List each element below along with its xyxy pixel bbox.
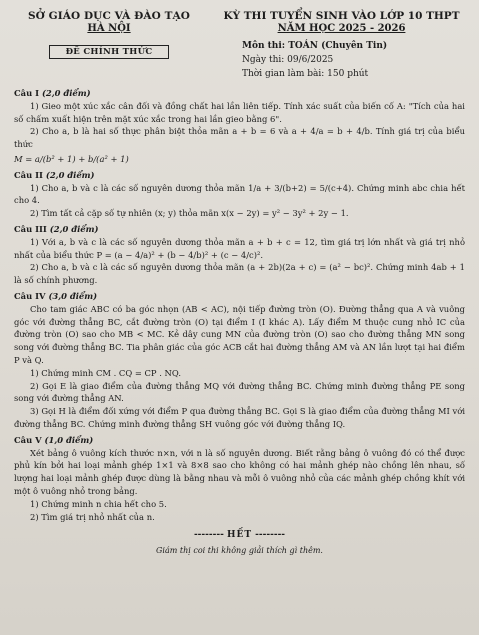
question-item: 1) Gieo một xúc xắc cân đối và đồng chất hai lần liên tiếp. Tính xác suất của biến cố A: "Tích của hai số chấm xuất hiện trên mặt xúc xắc trong hai lần gieo bằng 6". <box>14 100 465 124</box>
exam-content <box>14 87 465 558</box>
section-title: Câu IV (3,0 điểm) <box>14 290 98 301</box>
duration-line: Thời gian làm bài: 150 phút <box>242 69 369 79</box>
proctor-note: Giám thị coi thi không giải thích gì thêm. <box>156 546 323 556</box>
section-title: Câu I (2,0 điểm) <box>14 88 91 98</box>
formula-line: M = a/(b² + 1) + b/(a² + 1) <box>14 153 129 164</box>
question-item: 2) Cho a, b là hai số thực phân biệt thỏa mãn a + b = 6 và a + 4/a = b + 4/b. Tính giá trị của biểu thức <box>14 126 465 150</box>
question-item: 2) Cho a, b và c là các số nguyên dương thỏa mãn (a + 2b)(2a + c) = (a² − bc)². Chứng minh 4ab + 1 là số chính phương. <box>14 262 465 286</box>
official-badge: ĐỀ CHÍNH THỨC <box>49 45 170 59</box>
city-name: HÀ NỘI <box>87 23 131 34</box>
exam-title: KỲ THI TUYỂN SINH VÀO LỚP 10 THPT <box>223 10 460 22</box>
section-title: Câu V (1,0 điểm) <box>14 434 94 445</box>
question-item: 1) Chứng minh CM . CQ = CP . NQ. <box>30 367 181 378</box>
question-item: Xét bảng ô vuông kích thước n×n, với n là số nguyên dương. Biết rằng bảng ô vuông đó có thể được phủ kín bởi hai loại mảnh ghép 1×1 và 8×8 sao cho không có hai mảnh ghép nào chồng lên nhau, số lượng hai loại mảnh ghép được dùng là bằng nhau và mỗi ô vuông nhỏ của các mảnh ghép chồng khít với một ô vuông nhỏ trong bảng. <box>14 447 465 496</box>
question-item: 1) Với a, b và c là các số nguyên dương thỏa mãn a + b + c = 12, tìm giá trị lớn nhất và giá trị nhỏ nhất của biểu thức P = (a − 4/a)² + (b − 4/b)² + (c − 4/c)². <box>14 236 465 260</box>
header-right <box>204 10 479 81</box>
header-left <box>24 10 194 59</box>
question-item: 1) Cho a, b và c là các số nguyên dương thỏa mãn 1/a + 3/(b+2) = 5/(c+4). Chứng minh abc chia hết cho 4. <box>14 182 465 206</box>
question-item: 2) Tìm tất cả cặp số tự nhiên (x; y) thỏa mãn x(x − 2y) = y² − 3y² + 2y − 1. <box>30 208 349 219</box>
section-title: Câu III (2,0 điểm) <box>14 223 99 234</box>
subject-line: Môn thi: TOÁN (Chuyên Tin) <box>242 41 388 51</box>
question-item: 1) Chứng minh n chia hết cho 5. <box>30 498 167 509</box>
department-name: SỞ GIÁO DỤC VÀ ĐÀO TẠO <box>27 10 191 22</box>
date-line: Ngày thi: 09/6/2025 <box>242 55 334 65</box>
question-item: 2) Gọi E là giao điểm của đường thẳng MQ với đường thẳng BC. Chứng minh đường thẳng PE song song với đường thẳng AN. <box>14 380 465 404</box>
question-item: 2) Tìm giá trị nhỏ nhất của n. <box>30 511 155 522</box>
question-item: 3) Gọi H là điểm đối xứng với điểm P qua đường thẳng BC. Gọi S là giao điểm của đường thẳng MI với đường thẳng BC. Chứng minh đường thẳng SH vuông góc với đường thẳng IQ. <box>14 406 465 429</box>
exam-header <box>14 10 465 84</box>
exam-meta <box>242 39 479 81</box>
end-mark: -------- HẾT -------- <box>193 530 286 541</box>
school-year: NĂM HỌC 2025 - 2026 <box>277 23 406 34</box>
section-title: Câu II (2,0 điểm) <box>14 169 95 180</box>
question-item: Cho tam giác ABC có ba góc nhọn (AB < AC), nội tiếp đường tròn (O). Đường thẳng qua A và vuông góc với đường thẳng BC, cắt đường tròn (O) tại điểm I (I khác A). Lấy điểm M thuộc cung nhỏ IC của đường tròn (O) sao cho MB < MC. Kẻ dây cung MN của đường tròn (O) sao cho đường thẳng MN song song với đường thẳng BC. Tia phân giác của góc ACB cắt hai đường thẳng AM và AN lần lượt tại hai điểm P và Q. <box>14 303 465 365</box>
